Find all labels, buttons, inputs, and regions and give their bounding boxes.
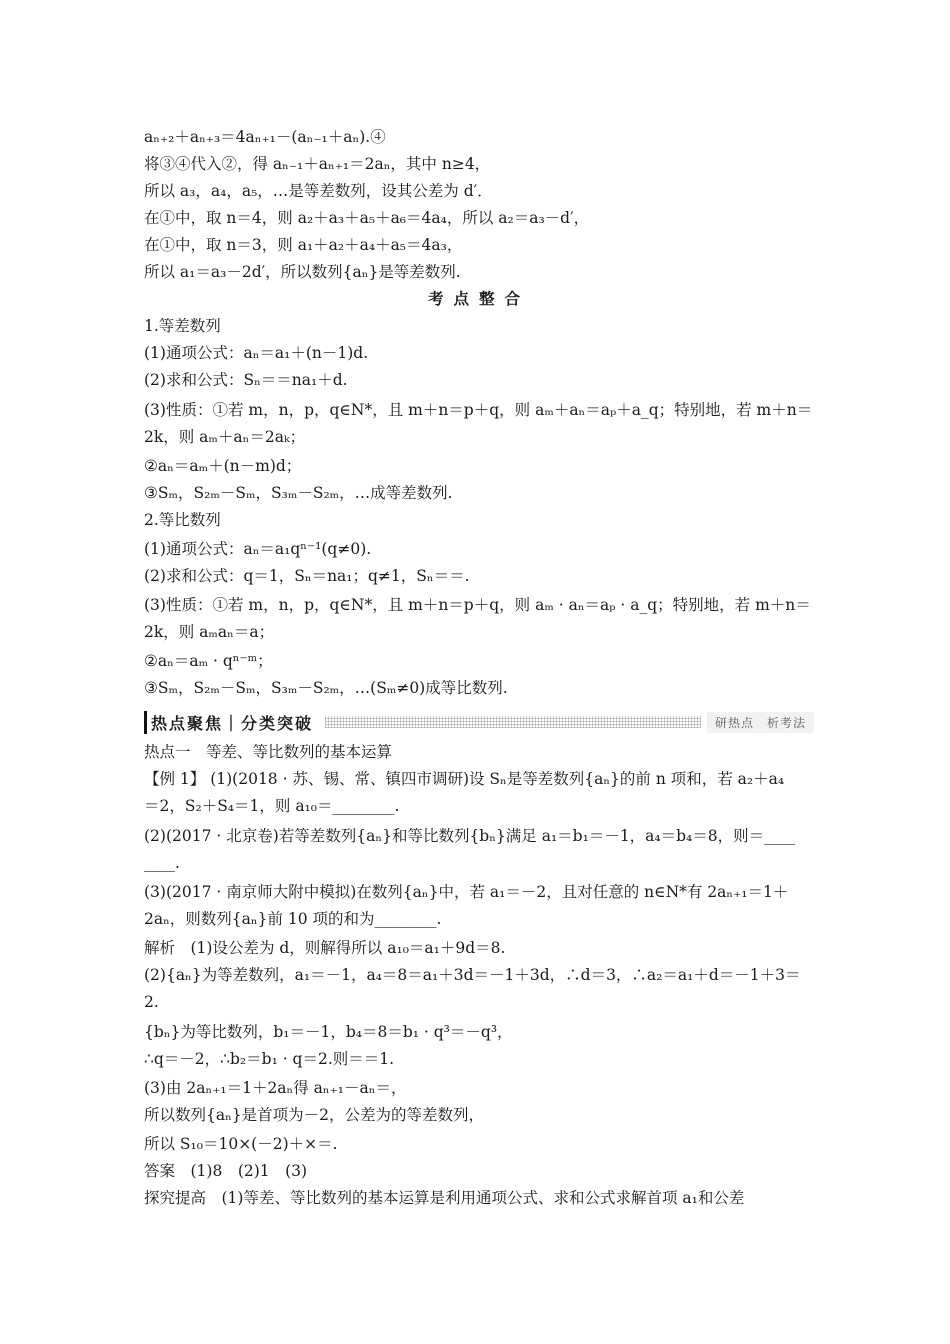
text-line: 答案 (1)8 (2)1 (3) (144, 1162, 308, 1180)
text-line: 2k，则 aₘ＋aₙ＝2aₖ； (144, 428, 306, 446)
banner-title: 热点聚焦｜分类突破 (144, 711, 319, 734)
text-line: ③Sₘ，S₂ₘ－Sₘ，S₃ₘ－S₂ₘ，…(Sₘ≠0)成等比数列. (144, 679, 508, 697)
text-line: (3)(2017 · 南京师大附中模拟)在数列{aₙ}中，若 a₁＝－2，且对任意的 n∈N*有 2aₙ₊₁＝1＋ (144, 883, 789, 901)
text-line: 所以数列{aₙ}是首项为－2，公差为的等差数列， (144, 1106, 485, 1124)
text-line: 所以 a₁＝a₃－2d′，所以数列{aₙ}是等差数列. (144, 263, 461, 281)
text-line: (3)由 2aₙ₊₁＝1＋2aₙ得 aₙ₊₁－aₙ＝， (144, 1079, 407, 1097)
text-line: (3)性质：①若 m，n，p，q∈N*，且 m＋n＝p＋q，则 aₘ＋aₙ＝aₚ＋a_q；特别地，若 m＋n＝ (144, 401, 813, 419)
banner-pattern (325, 716, 701, 728)
text-line: ∴q＝－2，∴b₂＝b₁ · q＝2.则＝＝1. (144, 1050, 395, 1068)
text-line: (1)通项公式：aₙ＝a₁＋(n－1)d. (144, 344, 369, 362)
text-line: ②aₙ＝aₘ＋(n－m)d； (144, 457, 302, 475)
text-line: ____. (144, 854, 180, 872)
text-line: (2){aₙ}为等差数列，a₁＝－1，a₄＝8＝a₁＋3d＝－1＋3d，∴d＝3，∴a₂＝a₁＋d＝－1＋3＝ (144, 966, 801, 984)
banner-tagline: 研热点 析考法 (707, 712, 814, 733)
text-line: 热点一 等差、等比数列的基本运算 (144, 743, 393, 761)
text-line: 所以 a₃，a₄，a₅，…是等差数列，设其公差为 d′． (144, 182, 493, 200)
text-line: (2)求和公式：q＝1，Sₙ＝na₁；q≠1，Sₙ＝＝. (144, 567, 470, 585)
text-line: ②aₙ＝aₘ · qⁿ⁻ᵐ； (144, 652, 273, 670)
text-line: 【例 1】 (1)(2018 · 苏、锡、常、镇四市调研)设 Sₙ是等差数列{aₙ}的前 n 项和，若 a₂＋a₄ (144, 770, 785, 788)
text-line: 解析 (1)设公差为 d，则解得所以 a₁₀＝a₁＋9d＝8. (144, 939, 506, 957)
text-line: (3)性质：①若 m，n，p，q∈N*，且 m＋n＝p＋q，则 aₘ · aₙ＝aₚ · a_q；特别地，若 m＋n＝ (144, 596, 811, 614)
text-line: (1)通项公式：aₙ＝a₁qⁿ⁻¹(q≠0). (144, 540, 372, 558)
text-line: 将③④代入②，得 aₙ₋₁＋aₙ₊₁＝2aₙ，其中 n≥4， (144, 155, 491, 173)
text-line: 1.等差数列 (144, 317, 221, 335)
section-heading: 考点整合 (427, 289, 530, 308)
text-line: 所以 S₁₀＝10×(－2)＋×＝. (144, 1135, 338, 1153)
text-line: 2.等比数列 (144, 511, 221, 529)
text-line: ③Sₘ，S₂ₘ－Sₘ，S₃ₘ－S₂ₘ，…成等差数列. (144, 484, 453, 502)
text-line: 在①中，取 n＝3，则 a₁＋a₂＋a₄＋a₅＝4a₃， (144, 236, 463, 254)
text-line: 探究提高 (1)等差、等比数列的基本运算是利用通项公式、求和公式求解首项 a₁和公差 (144, 1189, 745, 1207)
text-line: {bₙ}为等比数列，b₁＝－1，b₄＝8＝b₁ · q³＝－q³， (144, 1023, 513, 1041)
text-line: aₙ₊₂＋aₙ₊₃＝4aₙ₊₁－(aₙ₋₁＋aₙ).④ (144, 128, 386, 146)
text-line: 2k，则 aₘaₙ＝a； (144, 623, 275, 641)
section-banner (144, 711, 814, 733)
text-line: (2)求和公式：Sₙ＝＝na₁＋d. (144, 371, 348, 389)
text-line: ＝2，S₂＋S₄＝1，则 a₁₀＝________. (144, 797, 400, 815)
text-line: 2. (144, 993, 159, 1011)
text-line: (2)(2017 · 北京卷)若等差数列{aₙ}和等比数列{bₙ}满足 a₁＝b₁＝－1，a₄＝b₄＝8，则＝____ (144, 827, 796, 845)
text-line: 2aₙ，则数列{aₙ}前 10 项的和为________. (144, 910, 442, 928)
text-line: 在①中，取 n＝4，则 a₂＋a₃＋a₅＋a₆＝4a₄，所以 a₂＝a₃－d′， (144, 209, 590, 227)
